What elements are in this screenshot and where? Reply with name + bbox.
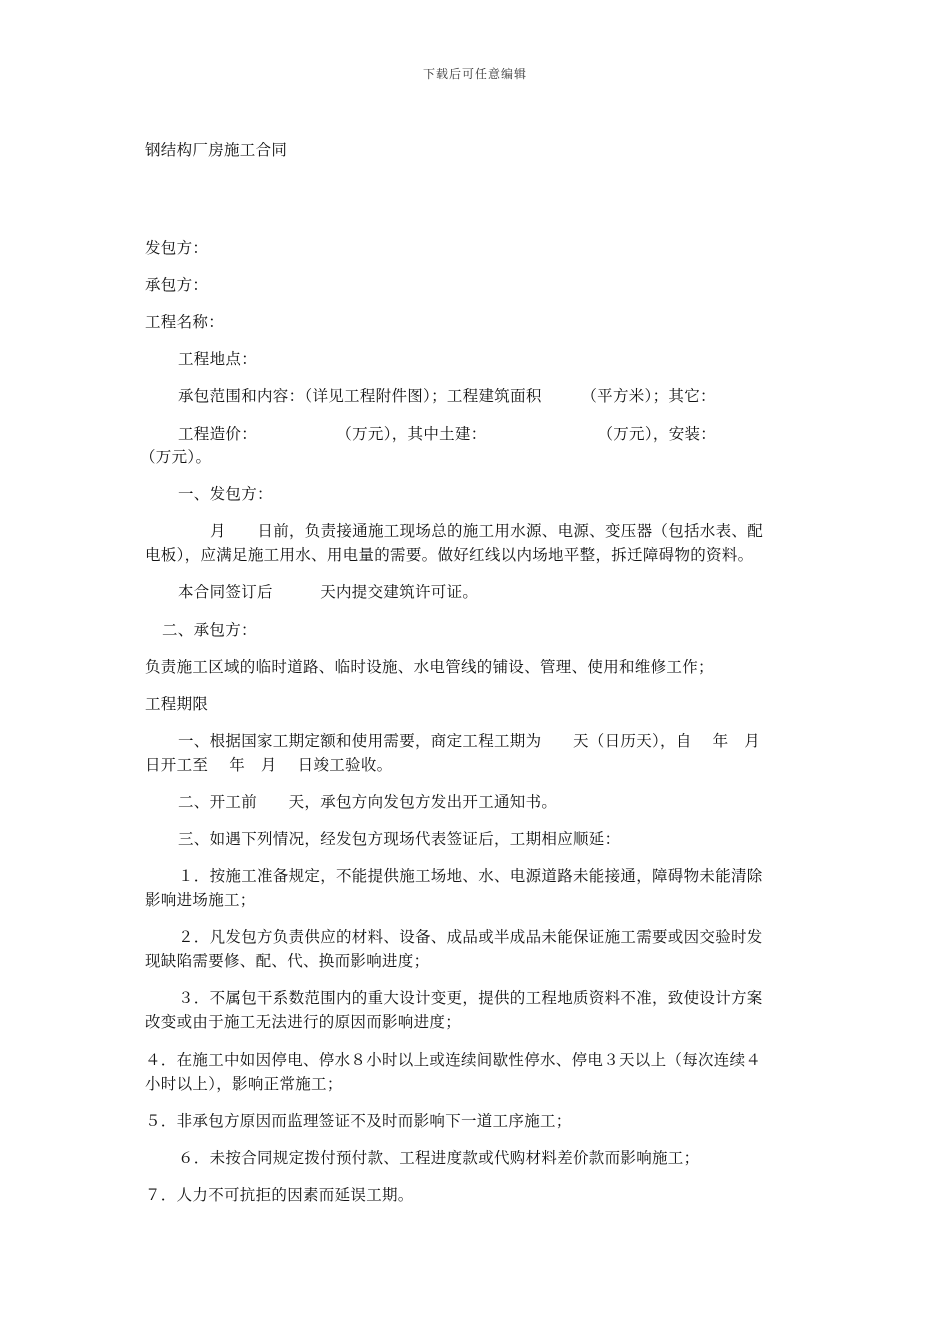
schedule-item-2: 二、开工前 天，承包方向发包方发出开工通知书。 [178, 793, 558, 811]
schedule-item-1b: 日开工至 年 月 日竣工验收。 [145, 756, 393, 774]
delay-item-2b: 现缺陷需要修、配、代、换而影响进度； [145, 952, 430, 970]
delay-item-3a: ３．不属包干系数范围内的重大设计变更，提供的工程地质资料不准，致使设计方案 [178, 989, 763, 1007]
schedule-heading: 工程期限 [145, 695, 209, 713]
employer-duty-1a: 月 日前，负责接通施工现场总的施工用水源、电源、变压器（包括水表、配 [210, 522, 764, 540]
schedule-item-3: 三、如遇下列情况，经发包方现场代表签证后，工期相应顺延： [178, 830, 621, 848]
delay-item-7: ７．人力不可抗拒的因素而延误工期。 [145, 1186, 414, 1204]
project-name-line: 工程名称： [145, 313, 225, 331]
cost-line-2: （万元）。 [140, 448, 212, 466]
schedule-item-1a: 一、根据国家工期定额和使用需要，商定工程工期为 天（日历天），自 年 月 [178, 732, 761, 750]
contractor-line: 承包方： [145, 276, 209, 294]
employer-duty-1b: 电板），应满足施工用水、用电量的需要。做好红线以内场地平整，拆迁障碍物的资料。 [145, 546, 754, 564]
employer-duty-2: 本合同签订后 天内提交建筑许可证。 [178, 583, 479, 601]
page-header: 下载后可任意编辑 [422, 67, 527, 81]
delay-item-1b: 影响进场施工； [145, 891, 256, 909]
delay-item-4a: ４．在施工中如因停电、停水８小时以上或连续间歇性停水、停电３天以上（每次连续４ [145, 1051, 762, 1069]
section-contractor-heading: 二、承包方： [162, 621, 257, 639]
section-employer-heading: 一、发包方： [178, 485, 273, 503]
cost-line-1: 工程造价： （万元），其中土建： （万元），安装： [178, 425, 717, 443]
delay-item-4b: 小时以上），影响正常施工； [145, 1075, 343, 1093]
delay-item-6: ６．未按合同规定拨付预付款、工程进度款或代购材料差价款而影响施工； [178, 1149, 700, 1167]
project-location-line: 工程地点： [178, 350, 258, 368]
scope-line: 承包范围和内容：（详见工程附件图）；工程建筑面积 （平方米）；其它： [178, 387, 716, 405]
document-title: 钢结构厂房施工合同 [145, 141, 288, 159]
delay-item-3b: 改变或由于施工无法进行的原因而影响进度； [145, 1013, 462, 1031]
delay-item-2a: ２．凡发包方负责供应的材料、设备、成品或半成品未能保证施工需要或因交验时发 [178, 928, 763, 946]
delay-item-5: ５．非承包方原因而监理签证不及时而影响下一道工序施工； [145, 1112, 572, 1130]
employer-line: 发包方： [145, 239, 209, 257]
delay-item-1a: １．按施工准备规定，不能提供施工场地、水、电源道路未能接通，障碍物未能清除 [178, 867, 763, 885]
contractor-duty: 负责施工区域的临时道路、临时设施、水电管线的铺设、管理、使用和维修工作； [145, 658, 714, 676]
